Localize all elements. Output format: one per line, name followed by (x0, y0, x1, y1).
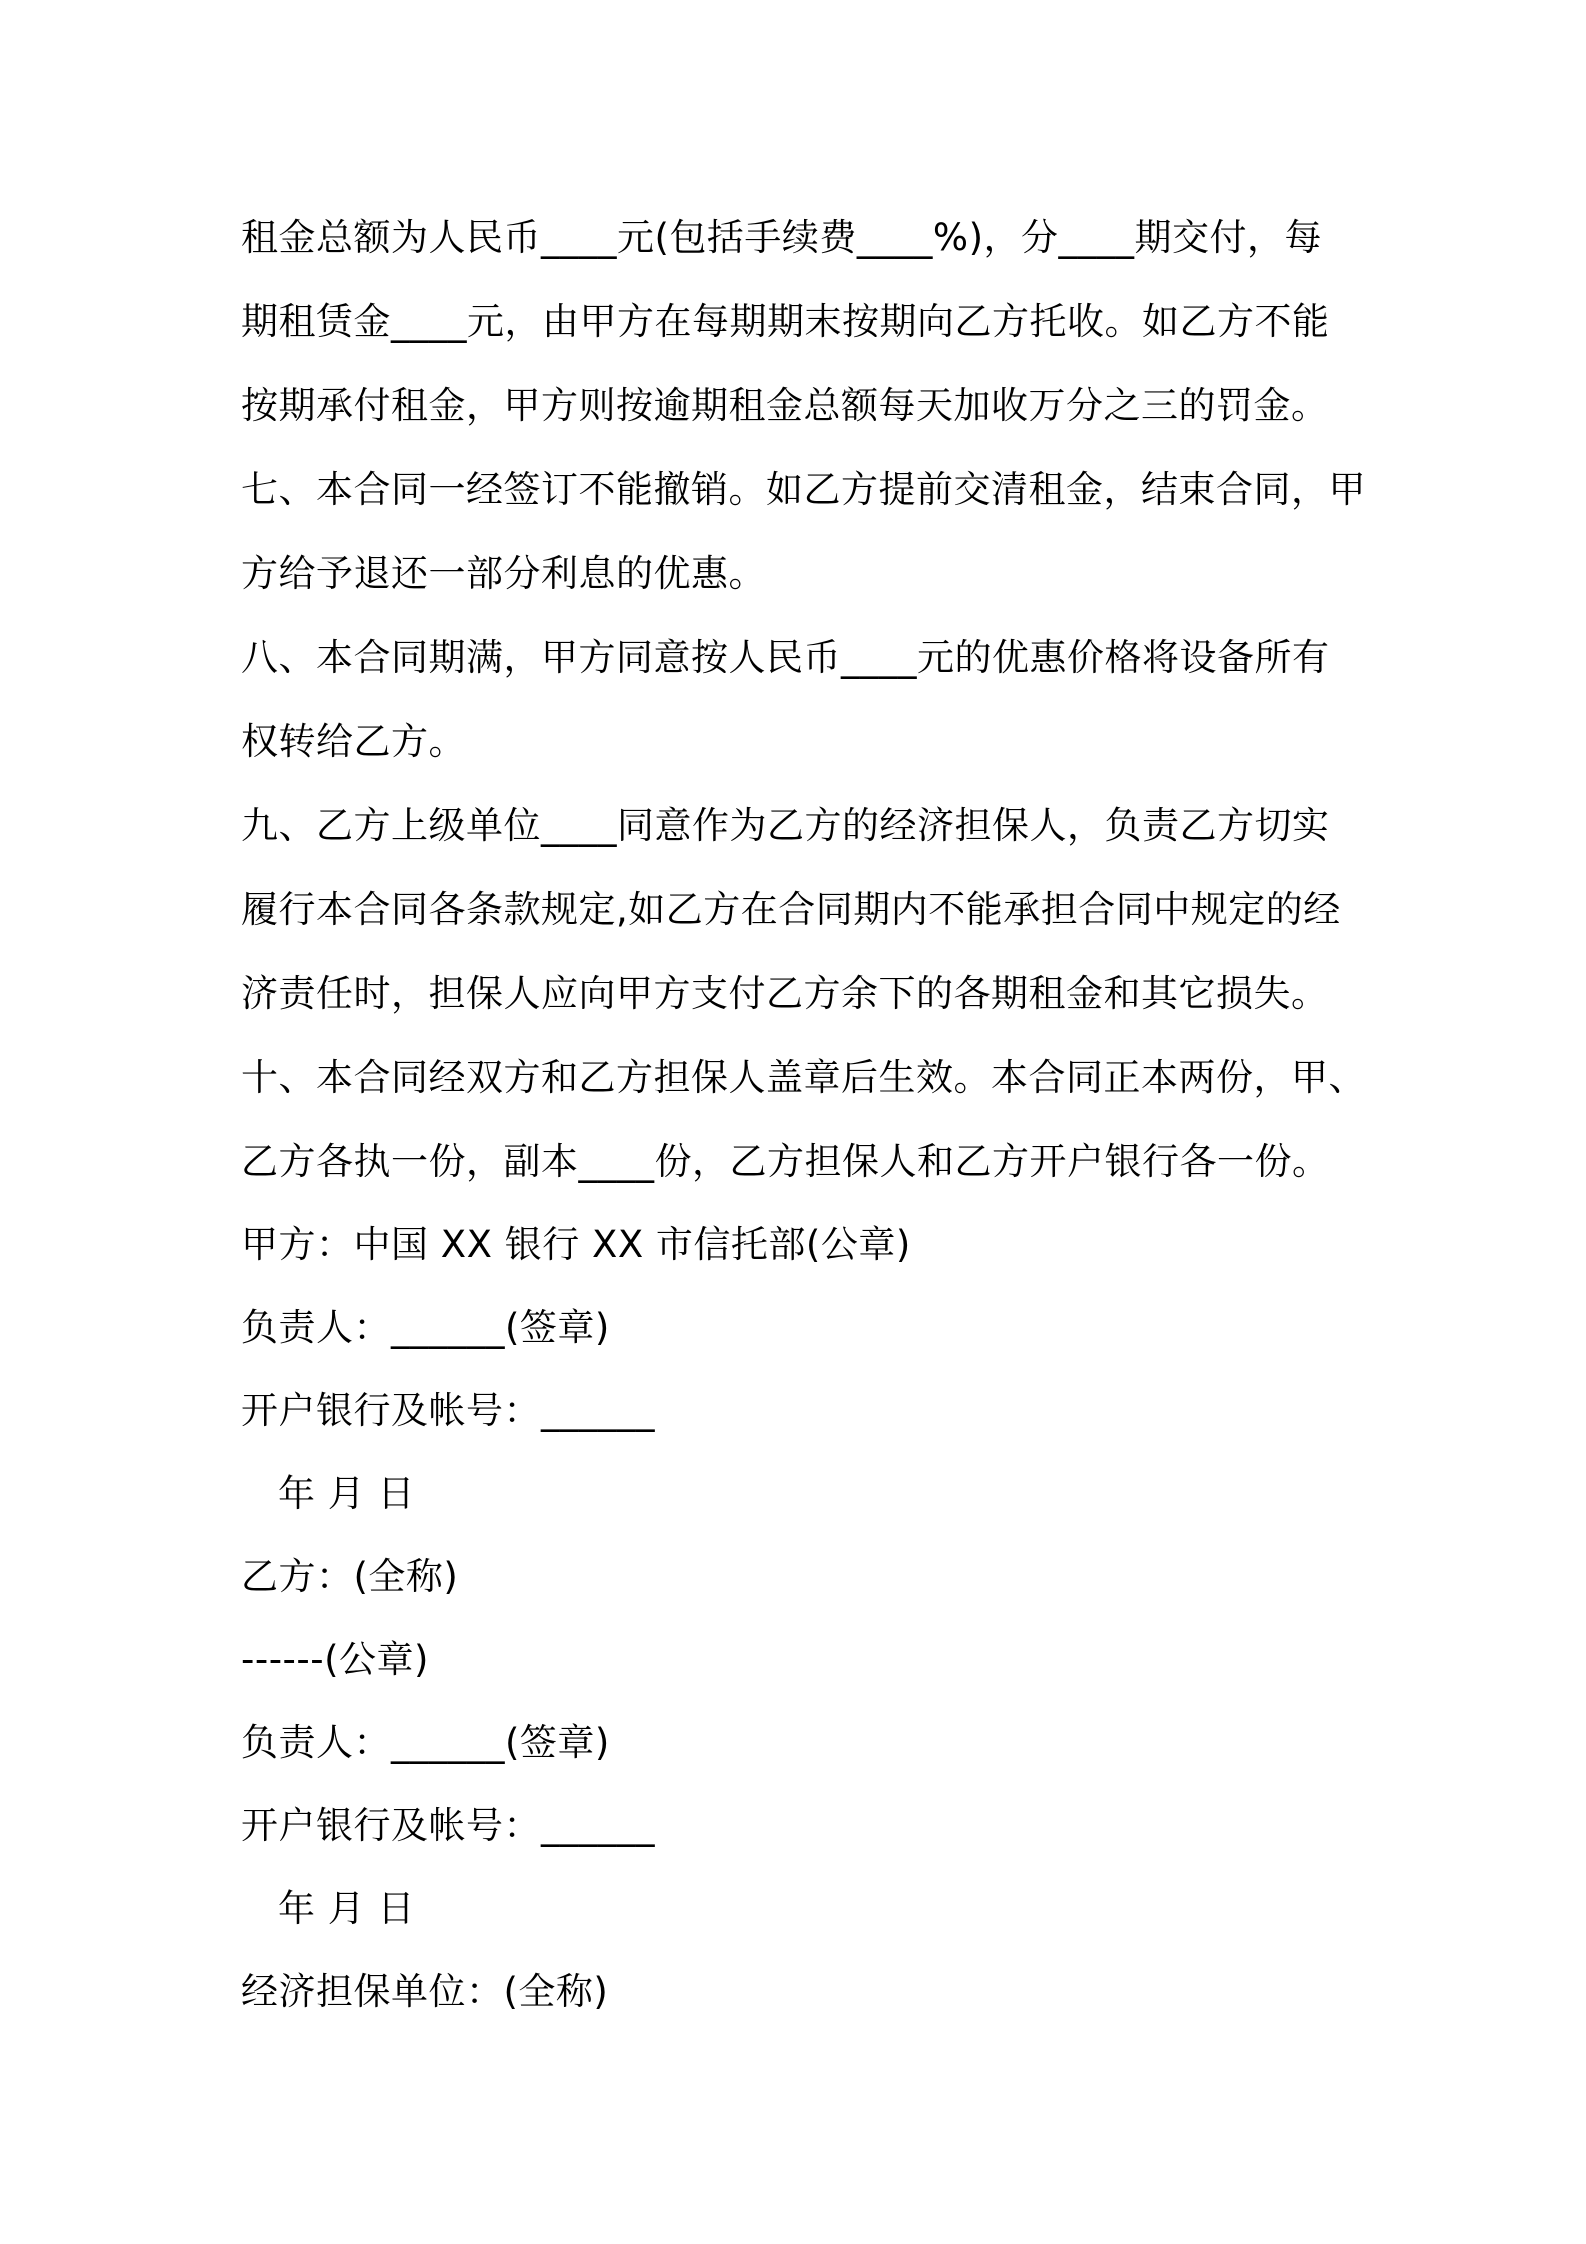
text-line: 履行本合同各条款规定,如乙方在合同期内不能承担合同中规定的经 (241, 888, 1341, 931)
clause-seven: 七、本合同一经签订不能撤销。如乙方提前交清租金，结束合同，甲 (241, 468, 1366, 511)
text-line: 方给予退还一部分利息的优惠。 (241, 552, 766, 595)
party-a-bank-account: 开户银行及帐号：______ (241, 1389, 655, 1432)
text-line: 权转给乙方。 (241, 720, 466, 763)
text-line: 租金总额为人民币____元(包括手续费____%)，分____期交付，每 (241, 216, 1323, 259)
text-line: 乙方各执一份，副本____份，乙方担保人和乙方开户银行各一份。 (241, 1140, 1330, 1183)
clause-nine: 九、乙方上级单位____同意作为乙方的经济担保人，负责乙方切实 (241, 804, 1330, 847)
text-line: 按期承付租金，甲方则按逾期租金总额每天加收万分之三的罚金。 (241, 384, 1329, 427)
party-b-responsible: 负责人：______(签章) (241, 1721, 610, 1764)
document-body (241, 196, 1366, 2033)
clause-eight: 八、本合同期满，甲方同意按人民币____元的优惠价格将设备所有 (241, 636, 1330, 679)
party-b-title: 乙方：(全称) (241, 1555, 459, 1598)
text-line: 济责任时，担保人应向甲方支付乙方余下的各期租金和其它损失。 (241, 972, 1329, 1015)
party-b-bank-account: 开户银行及帐号：______ (241, 1804, 655, 1847)
party-b-seal: ------(公章) (241, 1638, 429, 1681)
party-a-date: 年 月 日 (278, 1472, 416, 1515)
party-b-date: 年 月 日 (278, 1887, 416, 1930)
party-a-responsible: 负责人：______(签章) (241, 1306, 610, 1349)
guarantor-title: 经济担保单位：(全称) (241, 1970, 609, 2013)
text-line: 期租赁金____元，由甲方在每期期末按期向乙方托收。如乙方不能 (241, 300, 1330, 343)
party-a-title: 甲方：中国 XX 银行 XX 市信托部(公章) (241, 1223, 911, 1266)
clause-ten: 十、本合同经双方和乙方担保人盖章后生效。本合同正本两份，甲、 (241, 1056, 1366, 1099)
